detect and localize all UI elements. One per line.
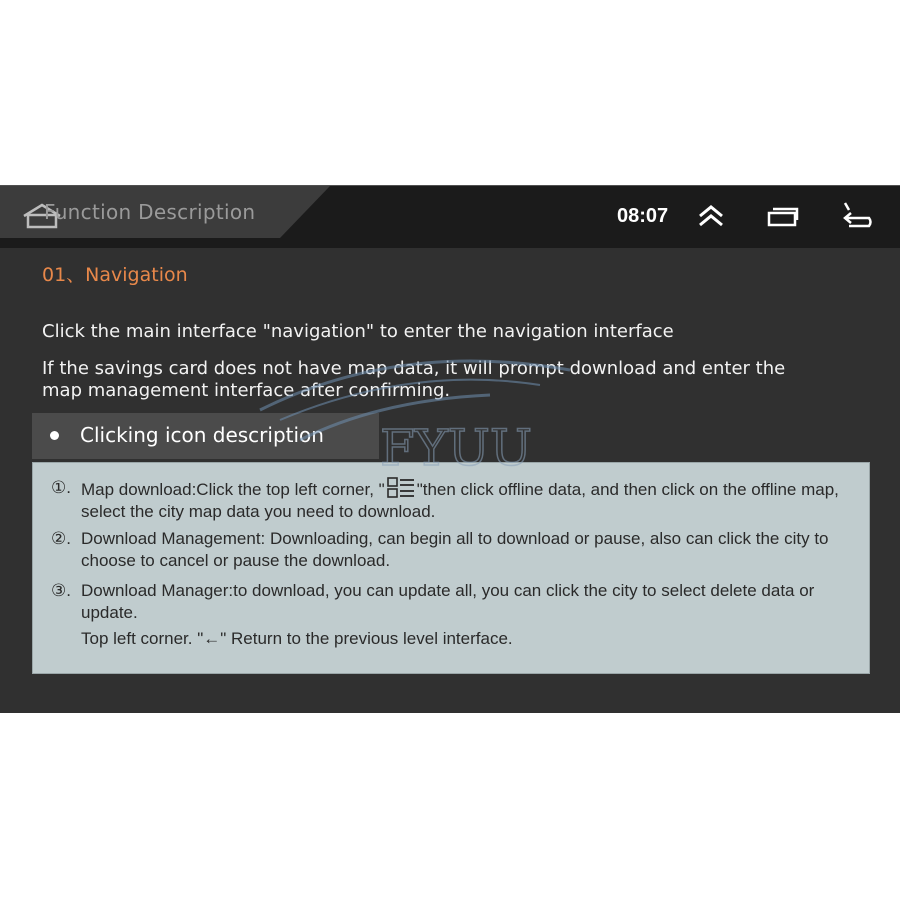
item-text: Download Management: Downloading, can begin all to download or pause, also can click the city to choose to cancel or pause the download. <box>81 529 829 570</box>
list-item-download-management <box>51 528 866 572</box>
status-bar <box>0 185 900 248</box>
item-number: ②. <box>51 529 71 548</box>
item-text: Download Manager:to download, you can update all, you can click the city to select delete data or update. <box>81 581 815 622</box>
icon-description-panel <box>32 462 870 674</box>
map-data-paragraph: If the savings card does not have map data, it will prompt download and enter the map management interface after confirming. <box>42 358 786 401</box>
subsection-title: Clicking icon description <box>80 423 324 447</box>
menu-grid-icon <box>387 477 415 499</box>
subsection-header <box>32 413 379 459</box>
clock: 08:07 <box>617 205 669 227</box>
bullet-icon <box>50 431 59 440</box>
item-number: ①. <box>51 478 71 497</box>
recent-apps-icon[interactable] <box>766 200 800 232</box>
page-title: Function Description <box>44 200 256 224</box>
intro-paragraph: Click the main interface "navigation" to enter the navigation interface <box>42 321 674 342</box>
footer-note-text: Top left corner. "←" Return to the previous level interface. <box>81 629 513 648</box>
screen <box>0 185 900 713</box>
watermark-text: FYUU <box>380 419 532 477</box>
footer-note <box>51 628 866 650</box>
section-title: 01、Navigation <box>42 264 188 286</box>
item-number: ③. <box>51 581 71 600</box>
item-text-after: "then click offline data, and then click on the offline map, select the city map data you need to download. <box>81 480 839 521</box>
back-icon[interactable] <box>841 200 875 232</box>
list-item-download-manager <box>51 580 866 624</box>
list-item-map-download <box>51 477 866 523</box>
item-text-before: Map download:Click the top left corner, " <box>81 480 385 499</box>
double-chevron-up-icon[interactable] <box>694 200 728 232</box>
